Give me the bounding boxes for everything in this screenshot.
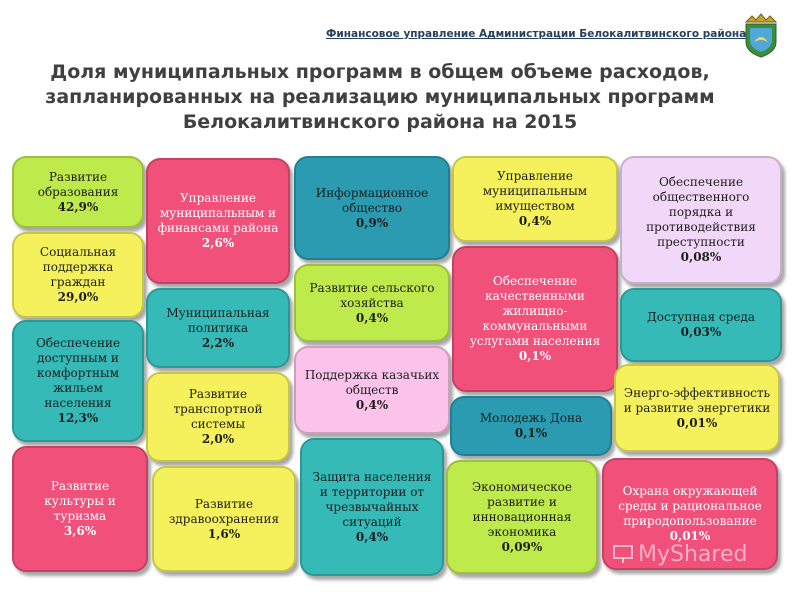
program-share: 0,1% — [514, 426, 548, 440]
program-name: Развитие сельского хозяйства — [309, 280, 435, 310]
program-name: Энерго-эффективность и развитие энергетики — [623, 385, 771, 415]
program-card-information-society — [294, 156, 450, 260]
program-name: Муниципальная политика — [166, 305, 270, 335]
program-card-finance-management — [146, 158, 290, 284]
program-name: Управление муниципальным и финансами района — [157, 191, 279, 235]
program-share: 2,6% — [201, 236, 235, 250]
program-name: Доступная среда — [647, 310, 755, 324]
program-name: Защита населения и территории от чрезвычайных ситуаций — [312, 469, 432, 529]
program-name: Социальная поддержка граждан — [39, 245, 117, 289]
program-share: 3,6% — [63, 524, 97, 538]
program-name: Развитие транспортной системы — [173, 387, 263, 431]
program-name: Управление муниципальным имуществом — [482, 169, 588, 213]
title-line-2: запланированных на реализацию муниципальных программ — [45, 86, 715, 108]
title-line-1: Доля муниципальных программ в общем объеме расходов, — [50, 61, 710, 83]
program-name: Экономическое развитие и инновационная экономика — [471, 479, 573, 539]
program-share: 0,4% — [355, 529, 389, 544]
program-share: 0,4% — [355, 310, 389, 325]
program-share: 0,09% — [501, 539, 543, 554]
program-card-agriculture — [294, 264, 450, 342]
program-card-cossack-societies — [294, 346, 450, 434]
program-card-environment — [602, 458, 778, 570]
program-share: 0,4% — [355, 397, 389, 412]
program-card-emergency-protection — [300, 438, 444, 576]
program-card-public-order — [620, 156, 782, 284]
program-card-utilities — [452, 246, 618, 392]
program-name: Развитие образования — [37, 169, 119, 199]
program-card-property-management — [452, 156, 618, 242]
coat-of-arms-icon — [742, 12, 780, 58]
program-share: 12,3% — [57, 411, 99, 425]
program-name: Обеспечение общественного порядка и противодействия преступности — [646, 175, 756, 249]
title-line-3: Белокалитвинского района на 2015 — [182, 111, 578, 133]
program-share: 0,4% — [518, 214, 552, 228]
program-name: Развитие культуры и туризма — [44, 479, 116, 523]
program-share: 0,03% — [680, 325, 722, 339]
program-share: 2,0% — [201, 432, 235, 446]
program-share: 0,08% — [680, 250, 722, 264]
program-share: 29,0% — [57, 290, 99, 304]
program-card-economy — [446, 460, 598, 574]
program-share: 42,9% — [57, 199, 99, 214]
program-name: Информационное общество — [315, 185, 429, 215]
program-card-accessible-environment — [620, 288, 782, 362]
program-card-transport — [146, 372, 290, 462]
program-name: Молодежь Дона — [479, 411, 583, 425]
program-card-social-support — [12, 232, 144, 318]
watermark-text: MyShared — [638, 541, 748, 567]
page-title — [20, 60, 740, 135]
program-card-municipal-policy — [146, 288, 290, 368]
program-card-youth — [450, 396, 612, 456]
program-card-energy-efficiency — [614, 364, 780, 452]
program-share: 2,2% — [201, 335, 235, 350]
program-card-housing — [12, 320, 144, 442]
program-card-culture — [12, 446, 148, 572]
program-share: 1,6% — [207, 526, 241, 541]
program-name: Обеспечение качественными жилищно-коммунальными услугами населения — [469, 274, 601, 348]
program-name: Обеспечение доступным и комфортным жильем населения — [35, 336, 121, 410]
program-share: 0,1% — [518, 349, 552, 363]
program-name: Охрана окружающей среды и рациональное природопользование — [618, 484, 762, 528]
program-share: 0,9% — [355, 215, 389, 230]
program-share: 0,01% — [669, 529, 711, 543]
program-card-healthcare — [152, 466, 296, 572]
program-name: Поддержка казачьих обществ — [304, 367, 440, 397]
program-name: Развитие здравоохранения — [168, 496, 280, 526]
program-card-education — [12, 156, 144, 228]
program-share: 0,01% — [676, 415, 718, 430]
org-link[interactable]: Финансовое управление Администрации Белокалитвинского района — [326, 28, 747, 40]
